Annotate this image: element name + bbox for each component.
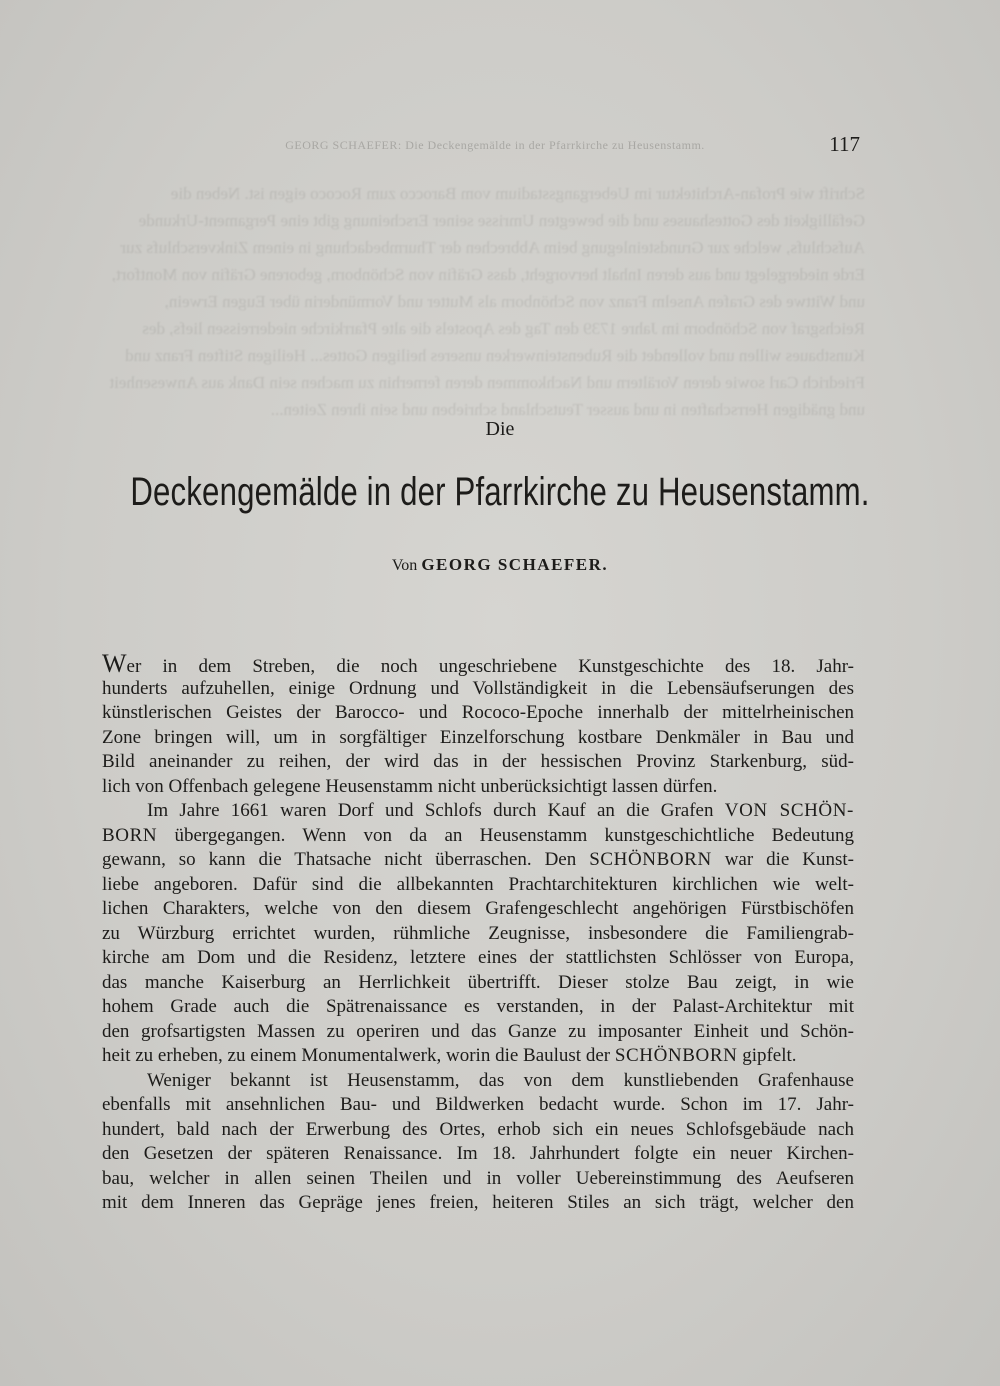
text-line: kirche am Dom und die Residenz, letztere eines der stattlichsten Schlösser von Europa, <box>102 947 854 968</box>
byline-author: GEORG SCHAEFER. <box>421 555 609 574</box>
text-line: bau, welcher in allen seinen Theilen und in voller Uebereinstimmung des Aeufseren <box>102 1167 854 1189</box>
page-number: 117 <box>829 132 860 156</box>
text-line: gewann, so kann die Thatsache nicht überraschen. Den SCHÖNBORN war die Kunst- <box>102 849 854 870</box>
running-head: GEORG SCHAEFER: Die Deckengemälde in der Pfarrkirche zu Heusenstamm. <box>285 138 705 152</box>
text-line: lichen Charakters, welche von den diesem Grafengeschlecht angehörigen Fürstbischöfen <box>102 898 854 919</box>
text-line: hohem Grade auch die Spätrenaissance es verstanden, in der Palast-Architektur mit <box>102 996 854 1017</box>
text-line: Zone bringen will, um in sorgfältiger Einzelforschung kostbare Denkmäler in Bau und <box>102 726 854 748</box>
body-text <box>102 649 854 1216</box>
text-line: Wer in dem Streben, die noch ungeschriebene Kunstgeschichte des 18. Jahr- <box>102 649 854 678</box>
text-line: liebe angeboren. Dafür sind die allbekannten Prachtarchitekturen kirchlichen wie welt- <box>102 873 854 895</box>
byline <box>0 555 1000 575</box>
text-line: Bild aneinander zu reihen, der wird das in der hessischen Provinz Starkenburg, süd- <box>102 751 854 772</box>
text-line: heit zu erheben, zu einem Monumentalwerk, worin die Baulust der SCHÖNBORN gipfelt. <box>102 1045 797 1066</box>
byline-prefix: Von <box>391 557 418 574</box>
text-line: künstlerischen Geistes der Barocco- und Rococo-Epoche innerhalb der mittelrheinischen <box>102 702 854 723</box>
text-line: Weniger bekannt ist Heusenstamm, das von dem kunstliebenden Grafenhause <box>147 1069 854 1091</box>
drop-cap: W <box>102 649 127 678</box>
text-line: den Gesetzen der späteren Renaissance. Im 18. Jahrhundert folgte ein neuer Kirchen- <box>102 1143 854 1164</box>
title-die: Die <box>485 418 515 440</box>
text-line: ebenfalls mit ansehnlichen Bau- und Bildwerken bedacht wurde. Schon im 17. Jahr- <box>102 1094 854 1115</box>
text-line: zu Würzburg errichtet wurden, rühmliche Zeugnisse, insbesondere die Familiengrab- <box>102 922 854 944</box>
text-line: lich von Offenbach gelegene Heusenstamm nicht unberücksichtigt lassen dürfen. <box>102 775 718 797</box>
text-line: BORN übergegangen. Wenn von da an Heusenstamm kunstgeschichtliche Bedeutung <box>102 824 854 846</box>
text-line: mit dem Inneren das Gepräge jenes freien, heiteren Stiles an sich trägt, welcher den <box>102 1192 854 1213</box>
text-line: das manche Kaiserburg an Herrlichkeit übertrifft. Dieser stolze Bau zeigt, in wie <box>102 971 854 993</box>
article-title: Deckengemälde in der Pfarrkirche zu Heusenstamm. <box>130 470 870 514</box>
text-line: hunderts aufzuhellen, einige Ordnung und Vollständigkeit in die Lebensäufserungen des <box>102 677 854 699</box>
text-line: den grofsartigsten Massen zu operiren und das Ganze zu imposanter Einheit und Schön- <box>102 1020 854 1042</box>
text-line: Im Jahre 1661 waren Dorf und Schlofs durch Kauf an die Grafen VON SCHÖN- <box>147 800 854 821</box>
text-line: hundert, bald nach der Erwerbung des Ortes, erhob sich ein neues Schlofsgebäude nach <box>102 1118 854 1140</box>
bleed-through-text: Schrift wie Profan-Architektur im Uebergangsstadium vom Barocco zum Rococo eigen ist. Neben die Gefälligkeit des Gotteshauses und die bewegten Umrisse seiner Erscheinung gibt eine Pergament-Urkunde Aufschlufs, welche zur Grundsteinlegung beim Abbrechen der Thurmbedachung in einem Zinkverschlufs zur Erde niedergelegt und aus deren Inhalt hervorgeht, dass Gräfin von Schönborn, geborene Gräfin von Montfort, und Wittwe des Grafen Anselm Franz von Schönborn als Mutter und Vormünderin über Eugen Erwein, Reichsgraf von Schönborn im Jahre 1739 den Tag des Apostels die alte Pfarrkirche niederreissen liefs, des Kunstbaues willen und vollendet die Rubensteinwerken unseres heiligen Gottes... Heiligen Stiften Franz und Friedrich Carl sowie deren Vorältern und Nachkommen deren fernerhin zu machen sein Dank aus Anwesenheit und gnädigen Herrschaften in und ausser Teutschland schrieben und sein ihren Zeiten... <box>109 184 865 419</box>
